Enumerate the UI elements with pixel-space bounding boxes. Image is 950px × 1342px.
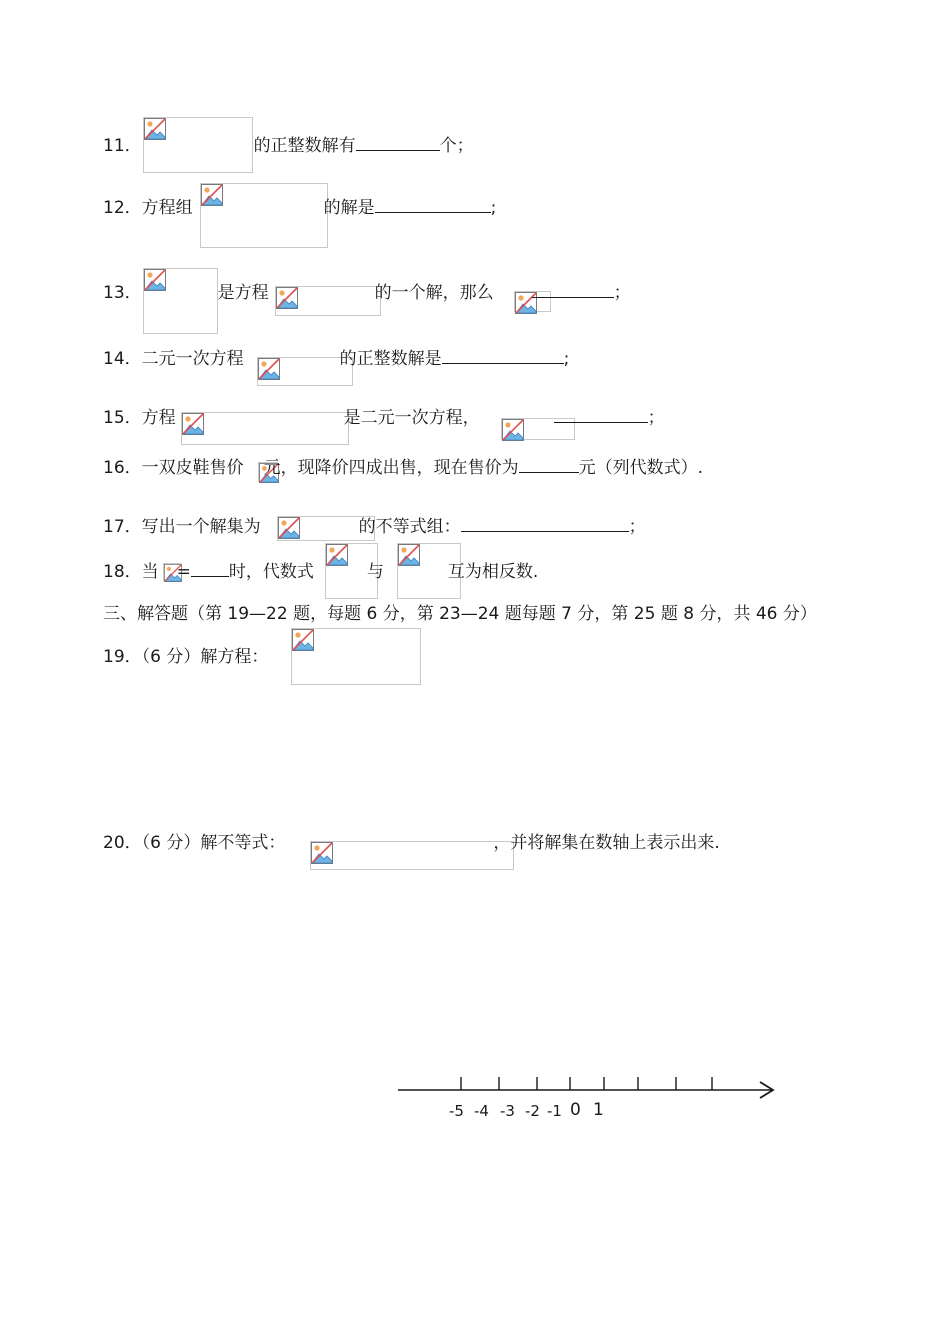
answer-blank: [356, 134, 440, 151]
answer-blank: [191, 560, 229, 577]
question-text: ；: [628, 517, 646, 537]
question-text: 的正整数解是: [339, 349, 442, 369]
question-number: 20．: [103, 833, 142, 853]
question-text: ；: [613, 283, 631, 303]
question-text: 方程组: [141, 198, 193, 218]
answer-blank: [442, 347, 564, 364]
question-number: 17．: [103, 517, 142, 537]
question-text: 写出一个解集为: [141, 517, 261, 537]
answer-blank: [461, 515, 629, 532]
answer-blank: [519, 456, 579, 473]
section-title: 三、解答题（第 19—22 题，每题 6 分，第 23—24 题每题 7 分，第 25 题 8 分，共 46 分）: [103, 604, 817, 624]
question-number: 19．: [103, 647, 142, 667]
question-text: ;: [563, 349, 570, 369]
question-19: [103, 645, 268, 669]
question-text: =: [176, 562, 191, 582]
question-text: 元（列代数式）.: [578, 458, 704, 478]
question-text: 互为相反数.: [447, 562, 539, 582]
tick-label: -4: [474, 1102, 489, 1120]
answer-blank: [554, 406, 648, 423]
question-13: [103, 281, 631, 305]
question-text: 元，现降价四成出售，现在售价为: [263, 458, 519, 478]
arrow-icon: [760, 1082, 773, 1098]
tick-label: -5: [449, 1102, 464, 1120]
answer-blank: [375, 196, 491, 213]
question-number: 11．: [103, 136, 142, 156]
question-number: 18．: [103, 562, 142, 582]
question-text: 个；: [439, 136, 474, 156]
question-text: （6 分）解方程：: [141, 647, 269, 667]
question-number: 12．: [103, 198, 142, 218]
question-11: [103, 134, 474, 158]
broken-image-icon: [292, 629, 314, 651]
tick-label: -3: [500, 1102, 515, 1120]
question-text: 是方程: [217, 283, 269, 303]
question-text: 的不等式组：: [358, 517, 461, 537]
question-number: 15．: [103, 408, 142, 428]
question-20: [103, 831, 720, 855]
question-18: [103, 560, 538, 584]
question-text: 的一个解，那么: [374, 283, 494, 303]
image-placeholder-q19: [291, 628, 421, 685]
question-number: 14．: [103, 349, 142, 369]
tick-label: -2: [525, 1102, 540, 1120]
question-15: [103, 406, 665, 430]
question-17: [103, 515, 646, 539]
tick-label: -1: [547, 1102, 562, 1120]
question-number: 13．: [103, 283, 142, 303]
question-text: 的正整数解有: [253, 136, 356, 156]
question-text: 是二元一次方程，: [343, 408, 480, 428]
question-16: [103, 456, 703, 480]
question-text: 时，代数式: [228, 562, 314, 582]
question-text: （6 分）解不等式：: [141, 833, 286, 853]
answer-blank: [532, 281, 614, 298]
question-text: 二元一次方程: [141, 349, 244, 369]
question-text: ；: [647, 408, 665, 428]
question-text: ，并将解集在数轴上表示出来.: [493, 833, 720, 853]
question-text: 当: [141, 562, 159, 582]
question-text: 方程: [141, 408, 176, 428]
question-number: 16．: [103, 458, 142, 478]
question-text: 与: [366, 562, 384, 582]
tick-label: 0: [570, 1100, 581, 1120]
tick-label: 1: [593, 1100, 604, 1120]
question-14: [103, 347, 569, 371]
question-text: 一双皮鞋售价: [141, 458, 244, 478]
question-text: 的解是: [323, 198, 375, 218]
question-12: [103, 196, 496, 220]
question-text: ;: [490, 198, 497, 218]
